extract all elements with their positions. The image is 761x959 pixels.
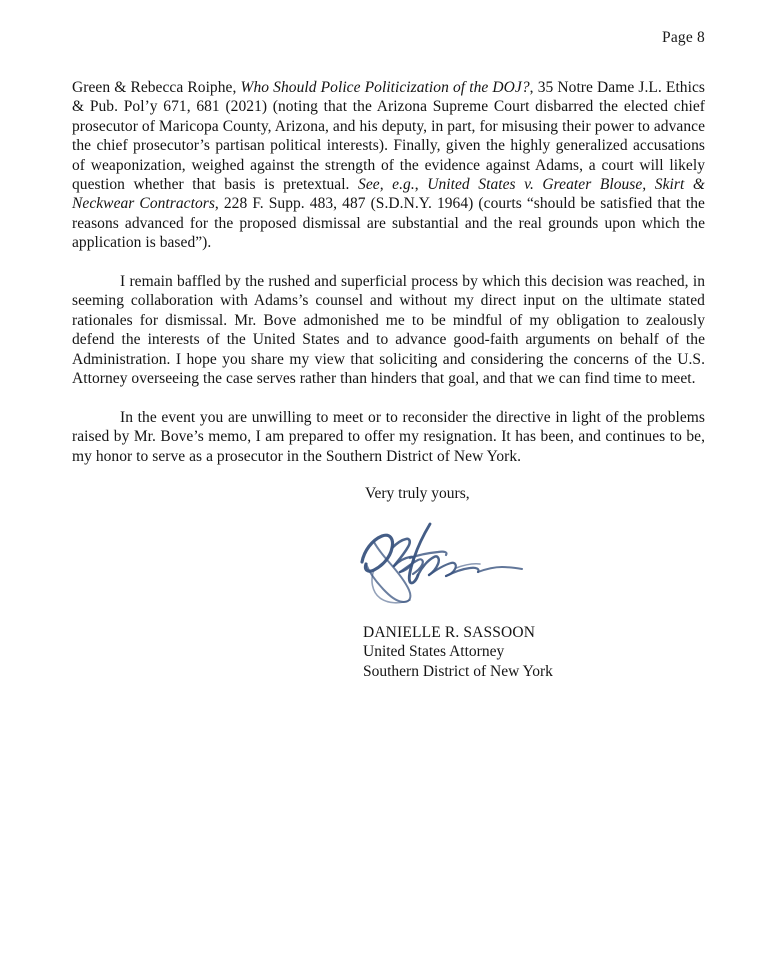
signer-name: DANIELLE R. SASSOON (363, 624, 536, 641)
signer-office: Southern District of New York (363, 662, 553, 680)
run-italic-article-title: Who Should Police Politicization of the DOJ? (240, 79, 530, 96)
run-text: Green & Rebecca Roiphe, (72, 79, 241, 96)
run-italic-see-eg: See, e.g. (358, 176, 415, 194)
signer-title: United States Attorney (363, 643, 505, 661)
letter-body (72, 78, 705, 466)
paragraph-citation (72, 78, 705, 253)
valediction: Very truly yours, (365, 485, 470, 502)
run-text: , 228 F. Supp. 483, 487 (S.D.N.Y. 1964) (courts “should be satisfied that the reasons advanced for the proposed dismissal are substantial and the real grounds upon which the application is based”). (72, 195, 705, 252)
paragraph-resignation: In the event you are unwilling to meet or to reconsider the directive in light of the problems raised by Mr. Bove’s memo, I am prepared to offer my resignation. It has been, and continues to be, my honor to serve as a prosecutor in the Southern District of New York. (72, 408, 705, 465)
paragraph-baffled: I remain baffled by the rushed and superficial process by which this decision was reached, in seeming collaboration with Adams’s counsel and without my direct input on the ultimate stated rationales for dismissal. Mr. Bove admonished me to be mindful of my obligation to zealously defend the interests of the United States and to advance good-faith arguments on behalf of the Administration. I hope you share my view that soliciting and considering the concerns of the U.S. Attorney overseeing the case serves rather than hinders that goal, and that we can find time to meet. (72, 273, 705, 388)
handwritten-signature-icon (352, 518, 537, 610)
run-italic-case-name: United States v. Greater Blouse, Skirt & Neckwear Contractors (72, 176, 705, 213)
run-text: , (414, 176, 428, 194)
page-number-header: Page 8 (662, 29, 705, 46)
signature-block (363, 623, 553, 681)
run-text: , 35 Notre Dame J.L. Ethics & Pub. Pol’y 671, 681 (2021) (noting that the Arizona Supreme Court disbarred the elected chief prosecutor of Maricopa County, Arizona, and his deputy, in part, for misusing their power to advance the chief prosecutor’s partisan political interests). Finally, given the highly generalized accusations of weaponization, weighed against the strength of the evidence against Adams, a court will likely question whether that basis is pretextual. (72, 79, 705, 194)
